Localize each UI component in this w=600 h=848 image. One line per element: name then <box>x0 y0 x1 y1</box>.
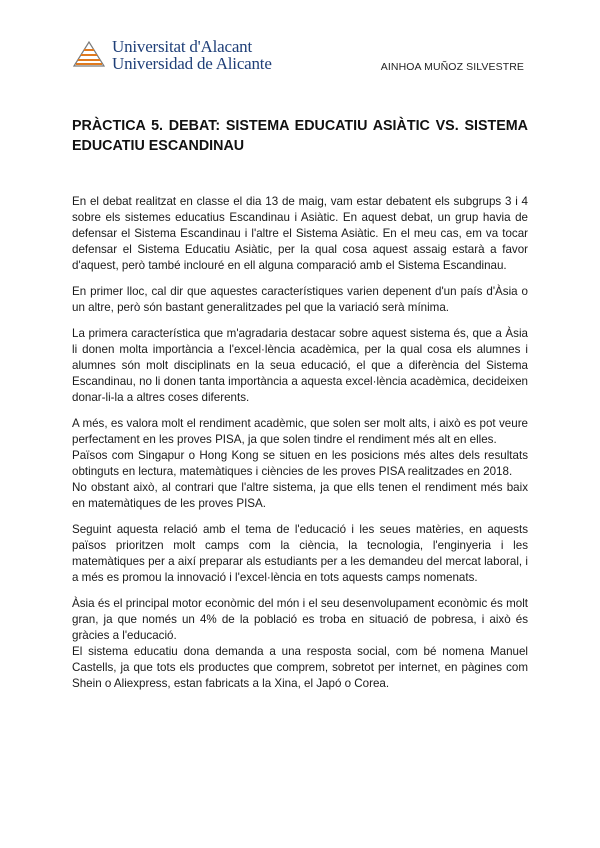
university-emblem-icon <box>72 38 106 68</box>
author-name: AINHOA MUÑOZ SILVESTRE <box>380 61 524 73</box>
paragraph: En primer lloc, cal dir que aquestes característiques varien depenent d'un país d'Àsia o un altre, però són bastant generalitzades pel que la variació serà mínima. <box>72 285 528 314</box>
document-body <box>72 194 528 692</box>
paragraph: El sistema educatiu dona demanda a una resposta social, com bé nomena Manuel Castells, ja que tots els productes que comprem, sobretot per internet, en pàgines com Shein o Aliexpress, estan fabricats a la Xina, el Japó o Corea. <box>72 645 528 690</box>
paragraph: Països com Singapur o Hong Kong se situen en les posicions més altes dels resultats obtinguts en lectura, matemàtiques i ciències de les proves PISA realitzades en 2018. <box>72 449 528 478</box>
paragraph: A més, es valora molt el rendiment acadèmic, que solen ser molt alts, i això es pot veure perfectament en les proves PISA, ja que solen tindre el rendiment més alt en elles. <box>72 417 528 446</box>
paragraph: No obstant això, al contrari que l'altre sistema, ja que ells tenen el rendiment més baix en matemàtiques de les proves PISA. <box>72 481 528 510</box>
paragraph: Seguint aquesta relació amb el tema de l'educació i les seues matèries, en aquests països prioritzen molt camps com la ciència, la tecnologia, l'enginyeria i les matemàtiques per a així preparar als estudiants per a les demandeu del mercat laboral, i a més es promou la innovació i l'excel·lència en tots aquests camps nomenats. <box>72 523 528 584</box>
paragraph-group <box>72 416 528 512</box>
paragraph: Àsia és el principal motor econòmic del món i el seu desenvolupament econòmic és molt gran, ja que només un 4% de la població es troba en situació de pobresa, i això és gràcies a l'educació. <box>72 597 528 642</box>
document-title: PRÀCTICA 5. DEBAT: SISTEMA EDUCATIU ASIÀTIC VS. SISTEMA EDUCATIU ESCANDINAU <box>72 118 528 154</box>
logo-line-1: Universitat d'Alacant <box>112 37 253 56</box>
logo-line-2: Universidad de Alicante <box>112 54 272 73</box>
paragraph: En el debat realitzat en classe el dia 13 de maig, vam estar debatent els subgrups 3 i 4 sobre els sistemes educatius Escandinau i Asiàtic. En aquest debat, un grup havia de defensar el Sistema Escandinau i l'altre el Sistema Asiàtic. En el meu cas, em va tocar defensar el Sistema Educatiu Asiàtic, per la qual cosa aquest assaig estarà a favor d'aquest, però també inclouré en ell alguna comparació amb el Sistema Escandinau. <box>72 195 528 272</box>
paragraph: La primera característica que m'agradaria destacar sobre aquest sistema és, que a Àsia li donen molta importància a l'excel·lència acadèmica, per la qual cosa els alumnes i alumnes són molt disciplinats en la seua educació, el que a diferència del Sistema Escandinau, no li donen tanta importància a aquesta excel·lència acadèmica, decideixen donar-li-la a altres coses diferents. <box>72 327 528 404</box>
university-logo <box>72 38 272 72</box>
paragraph-group <box>72 596 528 692</box>
